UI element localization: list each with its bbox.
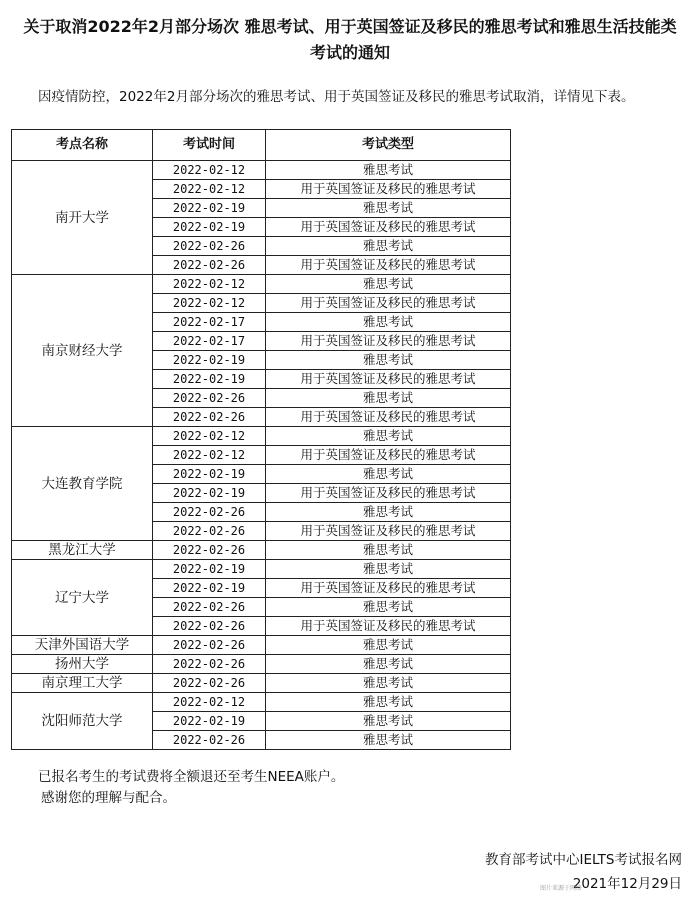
thanks-note: 感谢您的理解与配合。 xyxy=(41,790,176,806)
notice-title xyxy=(0,14,700,66)
type-cell: 雅思考试 xyxy=(266,427,511,446)
intro-paragraph: 因疫情防控，2022年2月部分场次的雅思考试、用于英国签证及移民的雅思考试取消，详情见下表。 xyxy=(38,89,635,105)
venue-cell: 黑龙江大学 xyxy=(12,541,153,560)
date-cell: 2022-02-17 xyxy=(153,332,266,351)
signature-block xyxy=(485,850,682,894)
date-cell: 2022-02-19 xyxy=(153,351,266,370)
type-cell: 雅思考试 xyxy=(266,351,511,370)
table-row xyxy=(12,541,511,560)
table-row xyxy=(12,427,511,446)
date-cell: 2022-02-19 xyxy=(153,560,266,579)
date-cell: 2022-02-12 xyxy=(153,294,266,313)
type-cell: 雅思考试 xyxy=(266,161,511,180)
type-cell: 雅思考试 xyxy=(266,465,511,484)
date-cell: 2022-02-12 xyxy=(153,427,266,446)
type-cell: 雅思考试 xyxy=(266,313,511,332)
date-cell: 2022-02-26 xyxy=(153,503,266,522)
venue-cell: 南京理工大学 xyxy=(12,674,153,693)
type-cell: 用于英国签证及移民的雅思考试 xyxy=(266,484,511,503)
type-cell: 雅思考试 xyxy=(266,731,511,750)
date-cell: 2022-02-19 xyxy=(153,712,266,731)
venue-cell: 沈阳师范大学 xyxy=(12,693,153,750)
date-cell: 2022-02-17 xyxy=(153,313,266,332)
type-cell: 雅思考试 xyxy=(266,503,511,522)
cancellation-table xyxy=(11,129,511,750)
venue-cell: 天津外国语大学 xyxy=(12,636,153,655)
date-cell: 2022-02-19 xyxy=(153,370,266,389)
header-venue: 考点名称 xyxy=(12,130,153,161)
issue-date: 2021年12月29日 xyxy=(572,876,682,892)
type-cell: 用于英国签证及移民的雅思考试 xyxy=(266,446,511,465)
date-cell: 2022-02-19 xyxy=(153,199,266,218)
type-cell: 用于英国签证及移民的雅思考试 xyxy=(266,522,511,541)
table-row xyxy=(12,636,511,655)
header-type: 考试类型 xyxy=(266,130,511,161)
date-cell: 2022-02-26 xyxy=(153,256,266,275)
date-cell: 2022-02-19 xyxy=(153,484,266,503)
issuer: 教育部考试中心IELTS考试报名网 xyxy=(485,852,682,868)
table-body xyxy=(12,161,511,750)
date-cell: 2022-02-12 xyxy=(153,446,266,465)
title-line-1: 关于取消2022年2月部分场次 雅思考试、用于英国签证及移民的雅思考试和雅思生活技能类 xyxy=(23,17,677,36)
table-row xyxy=(12,693,511,712)
date-cell: 2022-02-26 xyxy=(153,541,266,560)
type-cell: 雅思考试 xyxy=(266,541,511,560)
venue-cell: 南京财经大学 xyxy=(12,275,153,427)
table-row xyxy=(12,655,511,674)
notes xyxy=(38,767,344,809)
type-cell: 用于英国签证及移民的雅思考试 xyxy=(266,180,511,199)
table-row xyxy=(12,275,511,294)
date-cell: 2022-02-12 xyxy=(153,275,266,294)
type-cell: 用于英国签证及移民的雅思考试 xyxy=(266,408,511,427)
type-cell: 雅思考试 xyxy=(266,199,511,218)
type-cell: 雅思考试 xyxy=(266,693,511,712)
date-cell: 2022-02-19 xyxy=(153,579,266,598)
table-row xyxy=(12,674,511,693)
table-row xyxy=(12,161,511,180)
type-cell: 雅思考试 xyxy=(266,636,511,655)
date-cell: 2022-02-19 xyxy=(153,218,266,237)
date-cell: 2022-02-19 xyxy=(153,465,266,484)
type-cell: 用于英国签证及移民的雅思考试 xyxy=(266,294,511,313)
type-cell: 用于英国签证及移民的雅思考试 xyxy=(266,579,511,598)
venue-cell: 南开大学 xyxy=(12,161,153,275)
date-cell: 2022-02-12 xyxy=(153,693,266,712)
type-cell: 雅思考试 xyxy=(266,598,511,617)
type-cell: 用于英国签证及移民的雅思考试 xyxy=(266,256,511,275)
date-cell: 2022-02-26 xyxy=(153,408,266,427)
table-row xyxy=(12,560,511,579)
watermark: 图片来源于网络 xyxy=(540,885,583,892)
date-cell: 2022-02-12 xyxy=(153,180,266,199)
type-cell: 雅思考试 xyxy=(266,560,511,579)
type-cell: 雅思考试 xyxy=(266,275,511,294)
date-cell: 2022-02-26 xyxy=(153,522,266,541)
title-line-2: 考试的通知 xyxy=(309,43,390,62)
type-cell: 用于英国签证及移民的雅思考试 xyxy=(266,617,511,636)
venue-cell: 扬州大学 xyxy=(12,655,153,674)
type-cell: 雅思考试 xyxy=(266,389,511,408)
type-cell: 雅思考试 xyxy=(266,655,511,674)
date-cell: 2022-02-26 xyxy=(153,389,266,408)
venue-cell: 辽宁大学 xyxy=(12,560,153,636)
date-cell: 2022-02-26 xyxy=(153,598,266,617)
type-cell: 雅思考试 xyxy=(266,712,511,731)
date-cell: 2022-02-26 xyxy=(153,237,266,256)
type-cell: 雅思考试 xyxy=(266,674,511,693)
date-cell: 2022-02-26 xyxy=(153,655,266,674)
date-cell: 2022-02-26 xyxy=(153,674,266,693)
type-cell: 用于英国签证及移民的雅思考试 xyxy=(266,370,511,389)
table-header-row xyxy=(12,130,511,161)
date-cell: 2022-02-26 xyxy=(153,731,266,750)
venue-cell: 大连教育学院 xyxy=(12,427,153,541)
header-date: 考试时间 xyxy=(153,130,266,161)
date-cell: 2022-02-12 xyxy=(153,161,266,180)
date-cell: 2022-02-26 xyxy=(153,636,266,655)
date-cell: 2022-02-26 xyxy=(153,617,266,636)
type-cell: 雅思考试 xyxy=(266,237,511,256)
type-cell: 用于英国签证及移民的雅思考试 xyxy=(266,332,511,351)
refund-note: 已报名考生的考试费将全额退还至考生NEEA账户。 xyxy=(38,769,345,785)
type-cell: 用于英国签证及移民的雅思考试 xyxy=(266,218,511,237)
